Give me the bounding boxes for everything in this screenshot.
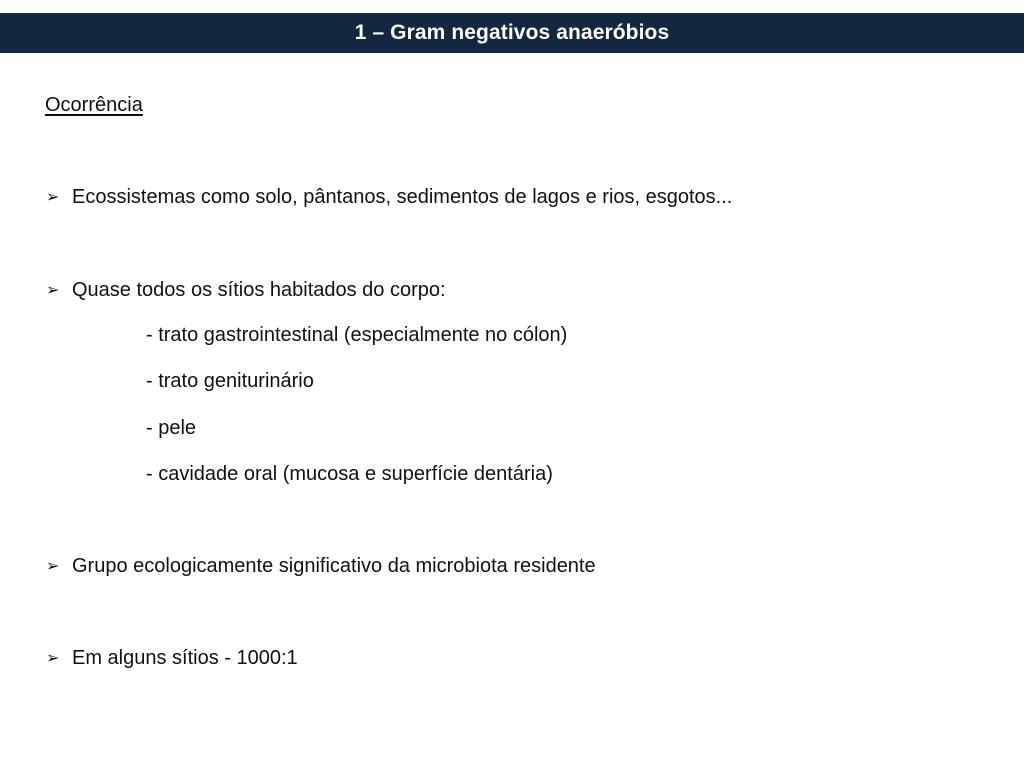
bullet-text: Ecossistemas como solo, pântanos, sedimentos de lagos e rios, esgotos... — [72, 186, 733, 208]
subitem-gastrointestinal: - trato gastrointestinal (especialmente no cólon) — [146, 324, 568, 346]
bullet-text: Quase todos os sítios habitados do corpo: — [72, 279, 446, 301]
bullet-text: Grupo ecologicamente significativo da microbiota residente — [72, 555, 596, 577]
slide-title: 1 – Gram negativos anaeróbios — [354, 21, 670, 44]
section-heading: Ocorrência — [45, 94, 143, 116]
bullet-text: Em alguns sítios - 1000:1 — [72, 647, 298, 669]
subitem-genitourinary: - trato geniturinário — [146, 370, 314, 392]
title-bar — [0, 13, 1024, 53]
arrow-bullet-icon: ➢ — [46, 649, 60, 667]
arrow-bullet-icon: ➢ — [46, 188, 60, 206]
bullet-item-ecosystems — [46, 186, 732, 209]
bullet-item-microbiota — [46, 555, 596, 578]
subitem-oral-cavity: - cavidade oral (mucosa e superfície dentária) — [146, 463, 553, 485]
subitem-skin: - pele — [146, 417, 197, 439]
bullet-item-body-sites — [46, 279, 446, 302]
arrow-bullet-icon: ➢ — [46, 281, 60, 299]
arrow-bullet-icon: ➢ — [46, 557, 60, 575]
bullet-item-ratio — [46, 647, 298, 670]
